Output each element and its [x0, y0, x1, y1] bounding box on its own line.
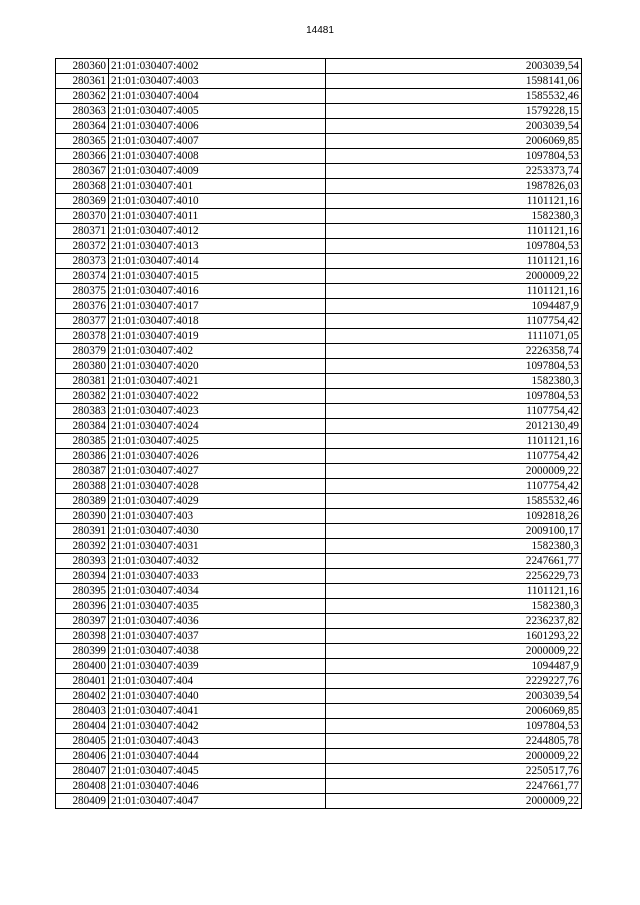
value-cell: 2229227,76: [326, 674, 582, 689]
table-row: [56, 74, 582, 89]
table-row: [56, 239, 582, 254]
value-cell: 2000009,22: [326, 794, 582, 809]
value-cell: 1601293,22: [326, 629, 582, 644]
row-number-cell: 280401: [56, 674, 109, 689]
table-row: [56, 134, 582, 149]
row-number-cell: 280381: [56, 374, 109, 389]
cadastral-number-cell: 21:01:030407:4026: [109, 449, 326, 464]
cadastral-number-cell: 21:01:030407:4008: [109, 149, 326, 164]
table-row: [56, 689, 582, 704]
cadastral-number-cell: 21:01:030407:4020: [109, 359, 326, 374]
row-number-cell: 280389: [56, 494, 109, 509]
value-cell: 2009100,17: [326, 524, 582, 539]
cadastral-number-cell: 21:01:030407:4018: [109, 314, 326, 329]
row-number-cell: 280390: [56, 509, 109, 524]
value-cell: 1107754,42: [326, 449, 582, 464]
cadastral-number-cell: 21:01:030407:4015: [109, 269, 326, 284]
cadastral-number-cell: 21:01:030407:4033: [109, 569, 326, 584]
row-number-cell: 280371: [56, 224, 109, 239]
table-row: [56, 359, 582, 374]
value-cell: 2244805,78: [326, 734, 582, 749]
row-number-cell: 280362: [56, 89, 109, 104]
cadastral-number-cell: 21:01:030407:4016: [109, 284, 326, 299]
table-row: [56, 644, 582, 659]
cadastral-number-cell: 21:01:030407:4040: [109, 689, 326, 704]
table-row: [56, 614, 582, 629]
cadastral-number-cell: 21:01:030407:4017: [109, 299, 326, 314]
row-number-cell: 280394: [56, 569, 109, 584]
cadastral-number-cell: 21:01:030407:4024: [109, 419, 326, 434]
value-cell: 1094487,9: [326, 659, 582, 674]
table-row: [56, 119, 582, 134]
cadastral-number-cell: 21:01:030407:4013: [109, 239, 326, 254]
table-row: [56, 434, 582, 449]
row-number-cell: 280382: [56, 389, 109, 404]
value-cell: 1097804,53: [326, 389, 582, 404]
row-number-cell: 280387: [56, 464, 109, 479]
value-cell: 1092818,26: [326, 509, 582, 524]
row-number-cell: 280393: [56, 554, 109, 569]
table-row: [56, 539, 582, 554]
cadastral-number-cell: 21:01:030407:4029: [109, 494, 326, 509]
cadastral-number-cell: 21:01:030407:4028: [109, 479, 326, 494]
row-number-cell: 280373: [56, 254, 109, 269]
row-number-cell: 280363: [56, 104, 109, 119]
value-cell: 2012130,49: [326, 419, 582, 434]
row-number-cell: 280388: [56, 479, 109, 494]
row-number-cell: 280368: [56, 179, 109, 194]
table-row: [56, 659, 582, 674]
cadastral-number-cell: 21:01:030407:4010: [109, 194, 326, 209]
cadastral-number-cell: 21:01:030407:4032: [109, 554, 326, 569]
row-number-cell: 280406: [56, 749, 109, 764]
table-row: [56, 464, 582, 479]
table-row: [56, 794, 582, 809]
row-number-cell: 280397: [56, 614, 109, 629]
value-cell: 1579228,15: [326, 104, 582, 119]
table-row: [56, 749, 582, 764]
value-cell: 1585532,46: [326, 89, 582, 104]
row-number-cell: 280400: [56, 659, 109, 674]
row-number-cell: 280372: [56, 239, 109, 254]
cadastral-number-cell: 21:01:030407:4034: [109, 584, 326, 599]
value-cell: 1107754,42: [326, 314, 582, 329]
row-number-cell: 280377: [56, 314, 109, 329]
value-cell: 1582380,3: [326, 374, 582, 389]
table-row: [56, 719, 582, 734]
cadastral-number-cell: 21:01:030407:4025: [109, 434, 326, 449]
cadastral-number-cell: 21:01:030407:4037: [109, 629, 326, 644]
table-row: [56, 704, 582, 719]
row-number-cell: 280408: [56, 779, 109, 794]
table-row: [56, 329, 582, 344]
row-number-cell: 280404: [56, 719, 109, 734]
table-row: [56, 734, 582, 749]
page-number: 14481: [306, 25, 334, 36]
value-cell: 1598141,06: [326, 74, 582, 89]
table-row: [56, 344, 582, 359]
value-cell: 1107754,42: [326, 479, 582, 494]
row-number-cell: 280378: [56, 329, 109, 344]
value-cell: 1097804,53: [326, 149, 582, 164]
registry-table-body: [56, 59, 582, 809]
cadastral-number-cell: 21:01:030407:4039: [109, 659, 326, 674]
row-number-cell: 280366: [56, 149, 109, 164]
cadastral-number-cell: 21:01:030407:4038: [109, 644, 326, 659]
row-number-cell: 280375: [56, 284, 109, 299]
cadastral-number-cell: 21:01:030407:4023: [109, 404, 326, 419]
row-number-cell: 280383: [56, 404, 109, 419]
cadastral-number-cell: 21:01:030407:4043: [109, 734, 326, 749]
value-cell: 1101121,16: [326, 284, 582, 299]
value-cell: 2256229,73: [326, 569, 582, 584]
cadastral-number-cell: 21:01:030407:4009: [109, 164, 326, 179]
table-row: [56, 284, 582, 299]
value-cell: 1111071,05: [326, 329, 582, 344]
table-row: [56, 299, 582, 314]
row-number-cell: 280398: [56, 629, 109, 644]
row-number-cell: 280391: [56, 524, 109, 539]
cadastral-number-cell: 21:01:030407:4044: [109, 749, 326, 764]
value-cell: 2006069,85: [326, 704, 582, 719]
row-number-cell: 280407: [56, 764, 109, 779]
value-cell: 1101121,16: [326, 254, 582, 269]
value-cell: 2250517,76: [326, 764, 582, 779]
table-row: [56, 524, 582, 539]
value-cell: 1097804,53: [326, 359, 582, 374]
value-cell: 2000009,22: [326, 749, 582, 764]
row-number-cell: 280360: [56, 59, 109, 74]
row-number-cell: 280395: [56, 584, 109, 599]
table-row: [56, 149, 582, 164]
row-number-cell: 280376: [56, 299, 109, 314]
cadastral-number-cell: 21:01:030407:4041: [109, 704, 326, 719]
table-row: [56, 629, 582, 644]
table-row: [56, 554, 582, 569]
row-number-cell: 280361: [56, 74, 109, 89]
value-cell: 1585532,46: [326, 494, 582, 509]
cadastral-number-cell: 21:01:030407:4011: [109, 209, 326, 224]
row-number-cell: 280396: [56, 599, 109, 614]
cadastral-number-cell: 21:01:030407:4031: [109, 539, 326, 554]
row-number-cell: 280379: [56, 344, 109, 359]
value-cell: 2236237,82: [326, 614, 582, 629]
cadastral-number-cell: 21:01:030407:4030: [109, 524, 326, 539]
row-number-cell: 280405: [56, 734, 109, 749]
table-row: [56, 269, 582, 284]
table-row: [56, 779, 582, 794]
row-number-cell: 280367: [56, 164, 109, 179]
table-row: [56, 419, 582, 434]
cadastral-number-cell: 21:01:030407:402: [109, 344, 326, 359]
table-row: [56, 404, 582, 419]
cadastral-number-cell: 21:01:030407:4002: [109, 59, 326, 74]
row-number-cell: 280402: [56, 689, 109, 704]
cadastral-number-cell: 21:01:030407:4012: [109, 224, 326, 239]
cadastral-number-cell: 21:01:030407:4005: [109, 104, 326, 119]
value-cell: 2247661,77: [326, 779, 582, 794]
row-number-cell: 280392: [56, 539, 109, 554]
row-number-cell: 280399: [56, 644, 109, 659]
value-cell: 1107754,42: [326, 404, 582, 419]
row-number-cell: 280380: [56, 359, 109, 374]
value-cell: 1097804,53: [326, 719, 582, 734]
value-cell: 2000009,22: [326, 644, 582, 659]
value-cell: 1582380,3: [326, 209, 582, 224]
value-cell: 2000009,22: [326, 269, 582, 284]
cadastral-number-cell: 21:01:030407:4046: [109, 779, 326, 794]
value-cell: 2006069,85: [326, 134, 582, 149]
row-number-cell: 280409: [56, 794, 109, 809]
cadastral-number-cell: 21:01:030407:4003: [109, 74, 326, 89]
value-cell: 1094487,9: [326, 299, 582, 314]
table-row: [56, 89, 582, 104]
value-cell: 1097804,53: [326, 239, 582, 254]
value-cell: 1101121,16: [326, 194, 582, 209]
cadastral-number-cell: 21:01:030407:4007: [109, 134, 326, 149]
table-row: [56, 59, 582, 74]
table-row: [56, 764, 582, 779]
table-row: [56, 209, 582, 224]
value-cell: 2003039,54: [326, 689, 582, 704]
table-row: [56, 494, 582, 509]
cadastral-number-cell: 21:01:030407:4027: [109, 464, 326, 479]
value-cell: 1101121,16: [326, 584, 582, 599]
value-cell: 1101121,16: [326, 224, 582, 239]
value-cell: 2003039,54: [326, 59, 582, 74]
table-row: [56, 569, 582, 584]
row-number-cell: 280384: [56, 419, 109, 434]
value-cell: 2000009,22: [326, 464, 582, 479]
cadastral-number-cell: 21:01:030407:4004: [109, 89, 326, 104]
cadastral-number-cell: 21:01:030407:4019: [109, 329, 326, 344]
cadastral-number-cell: 21:01:030407:4014: [109, 254, 326, 269]
table-row: [56, 194, 582, 209]
table-row: [56, 584, 582, 599]
row-number-cell: 280374: [56, 269, 109, 284]
table-row: [56, 179, 582, 194]
cadastral-number-cell: 21:01:030407:4021: [109, 374, 326, 389]
cadastral-number-cell: 21:01:030407:404: [109, 674, 326, 689]
cadastral-number-cell: 21:01:030407:403: [109, 509, 326, 524]
value-cell: 1101121,16: [326, 434, 582, 449]
row-number-cell: 280370: [56, 209, 109, 224]
table-row: [56, 314, 582, 329]
table-row: [56, 509, 582, 524]
cadastral-number-cell: 21:01:030407:4045: [109, 764, 326, 779]
row-number-cell: 280403: [56, 704, 109, 719]
row-number-cell: 280365: [56, 134, 109, 149]
table-row: [56, 224, 582, 239]
value-cell: 2226358,74: [326, 344, 582, 359]
row-number-cell: 280364: [56, 119, 109, 134]
value-cell: 2247661,77: [326, 554, 582, 569]
table-row: [56, 374, 582, 389]
cadastral-number-cell: 21:01:030407:401: [109, 179, 326, 194]
table-row: [56, 254, 582, 269]
registry-table: [55, 58, 582, 809]
cadastral-number-cell: 21:01:030407:4035: [109, 599, 326, 614]
row-number-cell: 280369: [56, 194, 109, 209]
cadastral-number-cell: 21:01:030407:4006: [109, 119, 326, 134]
value-cell: 1582380,3: [326, 539, 582, 554]
value-cell: 2253373,74: [326, 164, 582, 179]
value-cell: 2003039,54: [326, 119, 582, 134]
table-row: [56, 599, 582, 614]
table-row: [56, 479, 582, 494]
value-cell: 1987826,03: [326, 179, 582, 194]
table-row: [56, 389, 582, 404]
table-row: [56, 164, 582, 179]
row-number-cell: 280386: [56, 449, 109, 464]
cadastral-number-cell: 21:01:030407:4036: [109, 614, 326, 629]
table-row: [56, 449, 582, 464]
row-number-cell: 280385: [56, 434, 109, 449]
table-row: [56, 674, 582, 689]
cadastral-number-cell: 21:01:030407:4022: [109, 389, 326, 404]
cadastral-number-cell: 21:01:030407:4047: [109, 794, 326, 809]
table-row: [56, 104, 582, 119]
value-cell: 1582380,3: [326, 599, 582, 614]
cadastral-number-cell: 21:01:030407:4042: [109, 719, 326, 734]
